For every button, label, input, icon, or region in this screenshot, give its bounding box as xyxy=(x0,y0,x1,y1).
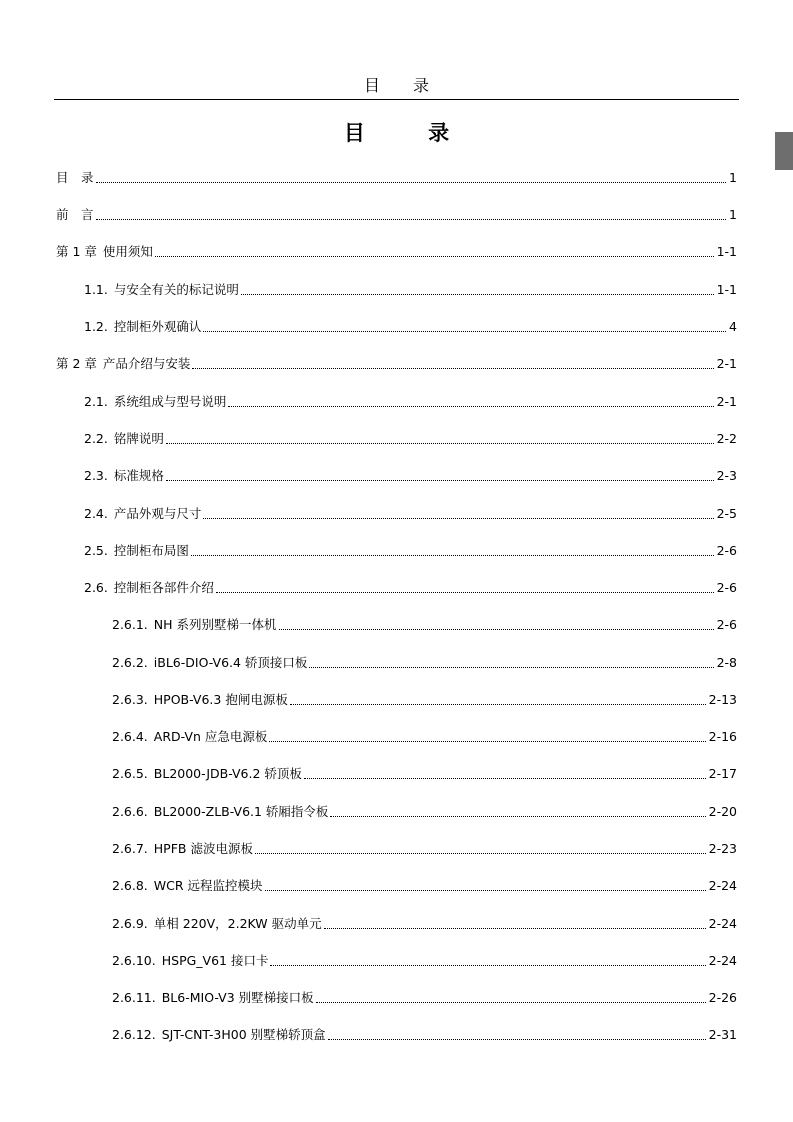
toc-entry-section-2-3[interactable] xyxy=(84,467,737,485)
toc-entry-number: 2.4. xyxy=(84,506,108,521)
toc-entry-page: 4 xyxy=(729,319,737,334)
toc-entry-page: 2-6 xyxy=(716,580,737,595)
toc-entry-page: 2-8 xyxy=(716,655,737,670)
toc-entry-section-2-6-2[interactable] xyxy=(112,654,737,672)
toc-entry-title: 产品外观与尺寸 xyxy=(113,506,202,521)
dot-leader xyxy=(290,704,706,705)
toc-entry-number: 2.6.7. xyxy=(112,841,148,856)
toc-entry-number: 2.1. xyxy=(84,394,108,409)
toc-entry-number: 2.6.8. xyxy=(112,878,148,893)
running-header: 目 录 xyxy=(363,76,444,95)
toc-entry-title: 前 言 xyxy=(56,207,94,222)
toc-entry-section-2-6-9[interactable] xyxy=(112,915,737,933)
dot-leader xyxy=(155,256,714,257)
toc-entry-number: 第 2 章 xyxy=(56,356,97,371)
toc-entry-section-2-1[interactable] xyxy=(84,393,737,411)
dot-leader xyxy=(265,890,706,891)
toc-entry-title: BL2000-ZLB-V6.1 轿厢指令板 xyxy=(153,804,329,819)
toc-entry-title: 目 录 xyxy=(56,170,94,185)
toc-entry-page: 2-16 xyxy=(708,729,737,744)
toc-entry-number: 2.6.11. xyxy=(112,990,156,1005)
dot-leader xyxy=(203,518,713,519)
dot-leader xyxy=(192,368,713,369)
toc-entry-number: 2.6.3. xyxy=(112,692,148,707)
toc-entry-number: 2.3. xyxy=(84,468,108,483)
toc-entry-page: 1 xyxy=(729,170,737,185)
page-title: 目 录 xyxy=(343,121,478,145)
dot-leader xyxy=(166,480,714,481)
toc-entry-page: 2-24 xyxy=(708,916,737,931)
toc-entry-page: 2-1 xyxy=(716,356,737,371)
toc-entry-page: 2-24 xyxy=(708,953,737,968)
toc-entry-section-2-6-12[interactable] xyxy=(112,1026,737,1044)
toc-entry-title: iBL6-DIO-V6.4 轿顶接口板 xyxy=(153,655,308,670)
toc-entry-title: ARD-Vn 应急电源板 xyxy=(153,729,268,744)
dot-leader xyxy=(241,294,714,295)
toc-entry-title: BL2000-JDB-V6.2 轿顶板 xyxy=(153,766,302,781)
toc-entry-section-2-6-7[interactable] xyxy=(112,840,737,858)
dot-leader xyxy=(96,182,727,183)
toc-entry-number: 第 1 章 xyxy=(56,244,97,259)
dot-leader xyxy=(166,443,714,444)
toc-entry-preface[interactable] xyxy=(56,206,737,224)
toc-entry-page: 2-31 xyxy=(708,1027,737,1042)
toc-entry-number: 2.6.2. xyxy=(112,655,148,670)
toc-entry-number: 2.6.9. xyxy=(112,916,148,931)
dot-leader xyxy=(270,965,705,966)
toc-entry-number: 1.1. xyxy=(84,282,108,297)
dot-leader xyxy=(316,1002,706,1003)
dot-leader xyxy=(96,219,727,220)
toc-entry-section-1-2[interactable] xyxy=(84,318,737,336)
toc-entry-section-2-6-11[interactable] xyxy=(112,989,737,1007)
toc-entry-section-2-6-4[interactable] xyxy=(112,728,737,746)
toc-entry-title: 单相 220V，2.2KW 驱动单元 xyxy=(153,916,322,931)
toc-entry-page: 1-1 xyxy=(716,244,737,259)
toc-entry-page: 2-6 xyxy=(716,617,737,632)
dot-leader xyxy=(203,331,726,332)
toc-entry-chapter-1[interactable] xyxy=(56,243,737,261)
toc-entry-page: 2-20 xyxy=(708,804,737,819)
dot-leader xyxy=(269,741,705,742)
toc-entry-section-2-6-5[interactable] xyxy=(112,765,737,783)
dot-leader xyxy=(328,1039,706,1040)
dot-leader xyxy=(228,406,713,407)
toc-entry-title: 控制柜外观确认 xyxy=(113,319,202,334)
toc-entry-page: 2-17 xyxy=(708,766,737,781)
toc-entry-title: HPOB-V6.3 抱闸电源板 xyxy=(153,692,288,707)
toc-entry-page: 2-1 xyxy=(716,394,737,409)
toc-entry-section-2-6-8[interactable] xyxy=(112,877,737,895)
toc-entry-number: 2.6.1. xyxy=(112,617,148,632)
toc-entry-page: 1 xyxy=(729,207,737,222)
toc-entry-number: 2.6.6. xyxy=(112,804,148,819)
dot-leader xyxy=(191,555,714,556)
toc-entry-title: HSPG_V61 接口卡 xyxy=(161,953,269,968)
toc-entry-title: HPFB 滤波电源板 xyxy=(153,841,253,856)
toc-entry-number: 1.2. xyxy=(84,319,108,334)
toc-entry-section-2-6-10[interactable] xyxy=(112,952,737,970)
toc-entry-section-2-5[interactable] xyxy=(84,542,737,560)
dot-leader xyxy=(309,667,713,668)
toc-entry-section-2-2[interactable] xyxy=(84,430,737,448)
dot-leader xyxy=(330,816,705,817)
toc-entry-section-2-6-3[interactable] xyxy=(112,691,737,709)
toc-entry-page: 2-13 xyxy=(708,692,737,707)
toc-entry-title: NH 系列别墅梯一体机 xyxy=(153,617,277,632)
toc-entry-title: 铭牌说明 xyxy=(113,431,164,446)
toc-entry-section-2-6[interactable] xyxy=(84,579,737,597)
toc-entry-page: 2-2 xyxy=(716,431,737,446)
toc-entry-number: 2.6.12. xyxy=(112,1027,156,1042)
toc-entry-page: 2-3 xyxy=(716,468,737,483)
toc-entry-number: 2.6.5. xyxy=(112,766,148,781)
dot-leader xyxy=(216,592,714,593)
toc-entry-number: 2.5. xyxy=(84,543,108,558)
toc-entry-title: 标准规格 xyxy=(113,468,164,483)
toc-entry-section-2-4[interactable] xyxy=(84,505,737,523)
dot-leader xyxy=(304,778,706,779)
toc-entry-number: 2.2. xyxy=(84,431,108,446)
toc-entry-title: 系统组成与型号说明 xyxy=(113,394,227,409)
toc-entry-title: 控制柜各部件介绍 xyxy=(113,580,214,595)
toc-entry-title: 控制柜布局图 xyxy=(113,543,189,558)
toc-entry-chapter-2[interactable] xyxy=(56,355,737,373)
toc-entry-page: 2-26 xyxy=(708,990,737,1005)
toc-entry-number: 2.6.10. xyxy=(112,953,156,968)
dot-leader xyxy=(279,629,714,630)
toc-entry-title: 产品介绍与安装 xyxy=(102,356,191,371)
toc-entry-section-2-6-6[interactable] xyxy=(112,803,737,821)
toc-entry-title: 使用须知 xyxy=(102,244,153,259)
toc-entry-number: 2.6. xyxy=(84,580,108,595)
toc-entry-section-1-1[interactable] xyxy=(84,281,737,299)
toc-entry-section-2-6-1[interactable] xyxy=(112,616,737,634)
dot-leader xyxy=(255,853,706,854)
toc-entry-page: 2-23 xyxy=(708,841,737,856)
toc-entry-number: 2.6.4. xyxy=(112,729,148,744)
toc-entry-page: 2-6 xyxy=(716,543,737,558)
toc-entry-title: BL6-MIO-V3 别墅梯接口板 xyxy=(161,990,314,1005)
toc-entry-page: 2-5 xyxy=(716,506,737,521)
toc-entry-page: 2-24 xyxy=(708,878,737,893)
dot-leader xyxy=(324,928,706,929)
toc-entry-contents[interactable] xyxy=(56,169,737,187)
toc-entry-title: 与安全有关的标记说明 xyxy=(113,282,239,297)
toc-entry-page: 1-1 xyxy=(716,282,737,297)
toc-entry-title: WCR 远程监控模块 xyxy=(153,878,263,893)
toc-entry-title: SJT-CNT-3H00 别墅梯轿顶盒 xyxy=(161,1027,326,1042)
